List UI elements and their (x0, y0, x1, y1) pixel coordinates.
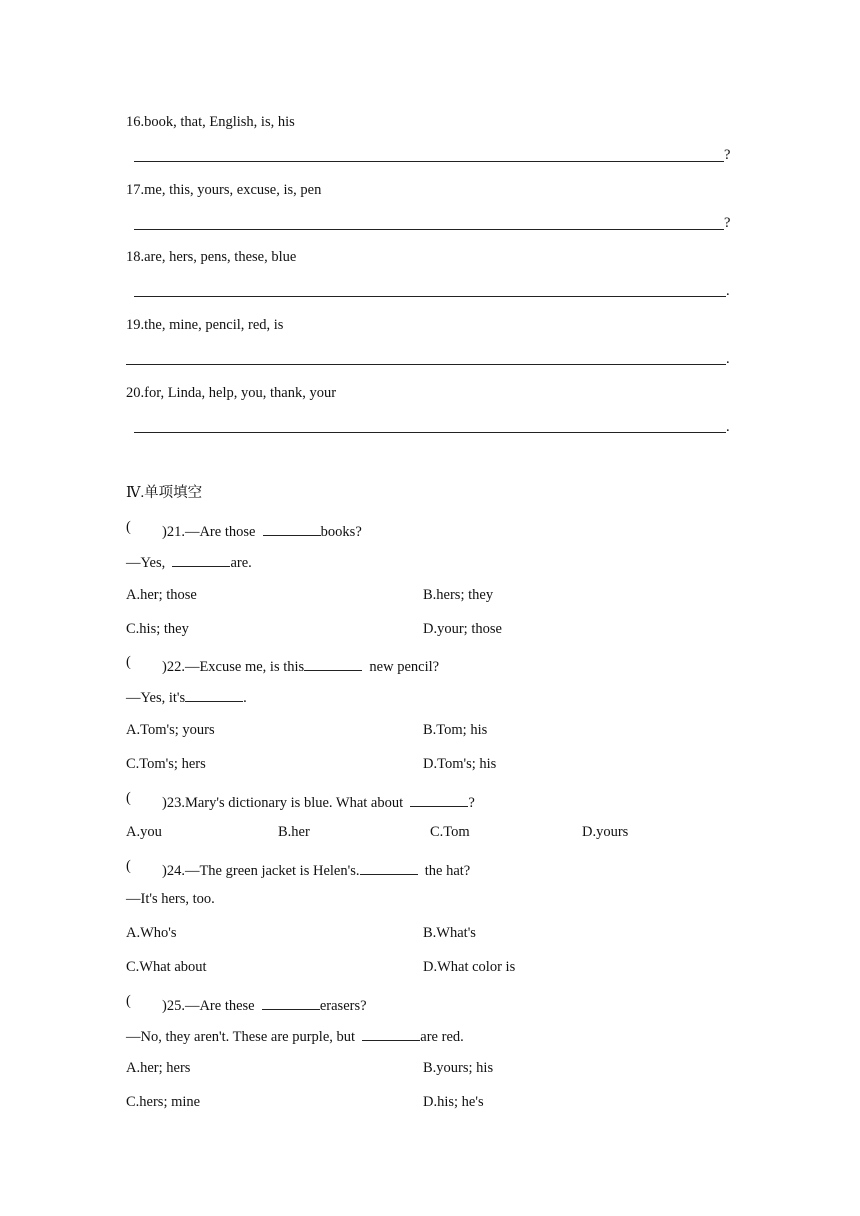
option-22-a[interactable]: A.Tom's; yours (126, 722, 215, 738)
question-21: ( )21.—Are those books? (126, 519, 362, 540)
answer-16-end-mark: ? (724, 147, 731, 163)
option-22-c[interactable]: C.Tom's; hers (126, 756, 206, 772)
answer-19-end-mark: . (726, 351, 730, 367)
question-23: ( )23.Mary's dictionary is blue. What about ? (126, 790, 475, 811)
option-25-c[interactable]: C.hers; mine (126, 1094, 201, 1110)
answer-18-end-mark: . (726, 283, 730, 299)
question-18-prompt: 18.are, hers, pens, these, blue (126, 249, 297, 265)
question-19-prompt: 19.the, mine, pencil, red, is (126, 317, 284, 333)
question-25-reply: —No, they aren't. These are purple, but are red. (126, 1026, 464, 1046)
blank (360, 860, 418, 875)
blank (304, 656, 362, 671)
question-17-prompt: 17.me, this, yours, excuse, is, pen (126, 182, 322, 198)
option-24-c[interactable]: C.What about (126, 959, 207, 975)
option-25-a[interactable]: A.her; hers (126, 1060, 191, 1076)
answer-17-end-mark: ? (724, 215, 731, 231)
option-25-b[interactable]: B.yours; his (423, 1060, 494, 1076)
answer-bracket-22[interactable]: ( (126, 654, 131, 670)
blank (362, 1026, 420, 1041)
question-22-reply: —Yes, it's . (126, 687, 247, 707)
option-24-a[interactable]: A.Who's (126, 925, 177, 941)
blank (172, 552, 230, 567)
option-23-a[interactable]: A.you (126, 824, 162, 840)
answer-line-16[interactable] (134, 161, 724, 162)
option-24-d[interactable]: D.What color is (423, 959, 516, 975)
question-20-prompt: 20.for, Linda, help, you, thank, your (126, 385, 337, 401)
option-25-d[interactable]: D.his; he's (423, 1094, 484, 1110)
answer-bracket-21[interactable]: ( (126, 519, 131, 535)
answer-line-19[interactable] (126, 364, 726, 365)
question-16-prompt: 16.book, that, English, is, his (126, 114, 295, 130)
answer-20-end-mark: . (726, 419, 730, 435)
blank (185, 687, 243, 702)
option-22-b[interactable]: B.Tom; his (423, 722, 488, 738)
option-21-b[interactable]: B.hers; they (423, 587, 494, 603)
option-23-c[interactable]: C.Tom (430, 824, 470, 840)
answer-bracket-25[interactable]: ( (126, 993, 131, 1009)
question-24-reply: —It's hers, too. (126, 891, 215, 907)
option-23-d[interactable]: D.yours (582, 824, 629, 840)
option-22-d[interactable]: D.Tom's; his (423, 756, 497, 772)
question-25: ( )25.—Are these erasers? (126, 993, 367, 1014)
option-23-b[interactable]: B.her (278, 824, 310, 840)
answer-bracket-23[interactable]: ( (126, 790, 131, 806)
option-21-c[interactable]: C.his; they (126, 621, 189, 637)
answer-line-20[interactable] (134, 432, 726, 433)
option-21-d[interactable]: D.your; those (423, 621, 502, 637)
option-21-a[interactable]: A.her; those (126, 587, 197, 603)
answer-line-17[interactable] (134, 229, 724, 230)
option-24-b[interactable]: B.What's (423, 925, 476, 941)
answer-bracket-24[interactable]: ( (126, 858, 131, 874)
blank (410, 792, 468, 807)
question-21-reply: —Yes, are. (126, 552, 252, 572)
blank (262, 995, 320, 1010)
blank (263, 521, 321, 536)
section-title: Ⅳ.单项填空 (126, 485, 203, 501)
question-22: ( )22.—Excuse me, is this new pencil? (126, 654, 440, 675)
question-24: ( )24.—The green jacket is Helen's. the hat? (126, 858, 471, 879)
answer-line-18[interactable] (134, 296, 726, 297)
